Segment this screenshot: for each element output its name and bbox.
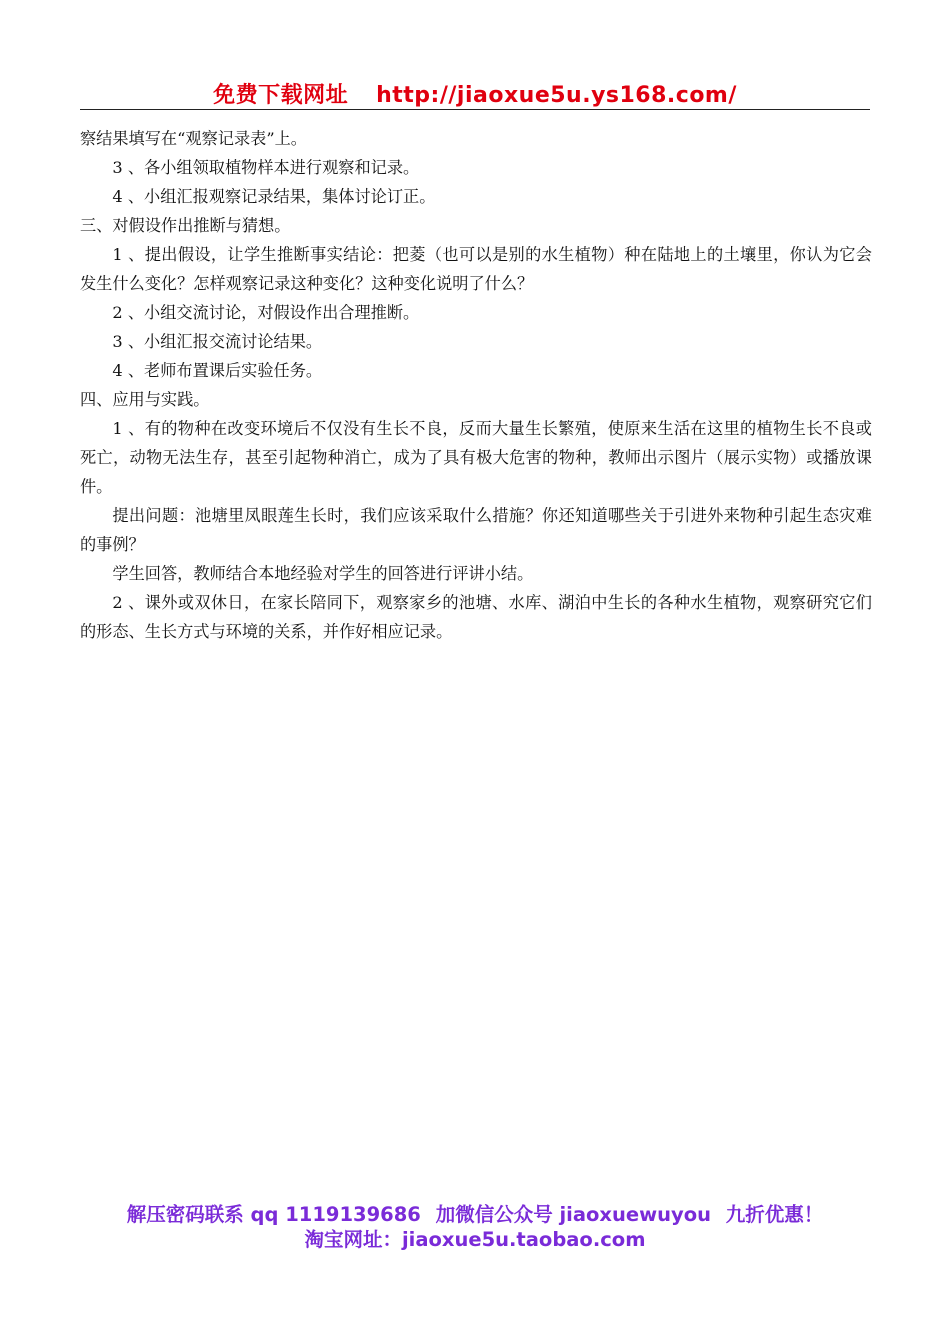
paragraph-2: 4 、小组汇报观察记录结果，集体讨论订正。	[112, 187, 436, 206]
paragraph-7: 4 、老师布置课后实验任务。	[112, 361, 323, 380]
page-header	[0, 78, 950, 109]
paragraph-1: 3 、各小组领取植物样本进行观察和记录。	[112, 158, 420, 177]
footer-qq-text: 解压密码联系 qq 1119139686	[126, 1203, 421, 1226]
paragraph-4: 1 、提出假设，让学生推断事实结论：把菱（也可以是别的水生植物）种在陆地上的土壤里，你认为它会发生什么变化？怎样观察记录这种变化？这种变化说明了什么？	[80, 245, 872, 293]
footer-taobao-link[interactable]: 淘宝网址：jiaoxue5u.taobao.com	[304, 1228, 646, 1251]
footer-contact-line	[0, 1199, 950, 1227]
section-heading-4: 四、应用与实践。	[80, 390, 210, 409]
paragraph-11: 学生回答，教师结合本地经验对学生的回答进行评讲小结。	[112, 564, 534, 583]
footer-discount-text: 九折优惠！	[725, 1203, 824, 1226]
paragraph-0: 察结果填写在“观察记录表”上。	[80, 129, 307, 148]
header-divider	[80, 109, 870, 110]
paragraph-12: 2 、课外或双休日，在家长陪同下，观察家乡的池塘、水库、湖泊中生长的各种水生植物，观察研究它们的形态、生长方式与环境的关系，并作好相应记录。	[80, 593, 872, 641]
section-heading-3: 三、对假设作出推断与猜想。	[80, 216, 291, 235]
header-label: 免费下载网址	[213, 83, 349, 108]
document-body	[80, 124, 872, 646]
header-url-link[interactable]: http://jiaoxue5u.ys168.com/	[376, 83, 737, 108]
paragraph-5: 2 、小组交流讨论，对假设作出合理推断。	[112, 303, 420, 322]
paragraph-6: 3 、小组汇报交流讨论结果。	[112, 332, 323, 351]
paragraph-9: 1 、有的物种在改变环境后不仅没有生长不良，反而大量生长繁殖，使原来生活在这里的植物生长不良或死亡，动物无法生存，甚至引起物种消亡，成为了具有极大危害的物种，教师出示图片（展示实物）或播放课件。	[80, 419, 872, 496]
footer-wechat-text: 加微信公众号 jiaoxuewuyou	[435, 1203, 711, 1226]
paragraph-10: 提出问题：池塘里凤眼莲生长时，我们应该采取什么措施？你还知道哪些关于引进外来物种引起生态灾难的事例？	[80, 506, 872, 554]
